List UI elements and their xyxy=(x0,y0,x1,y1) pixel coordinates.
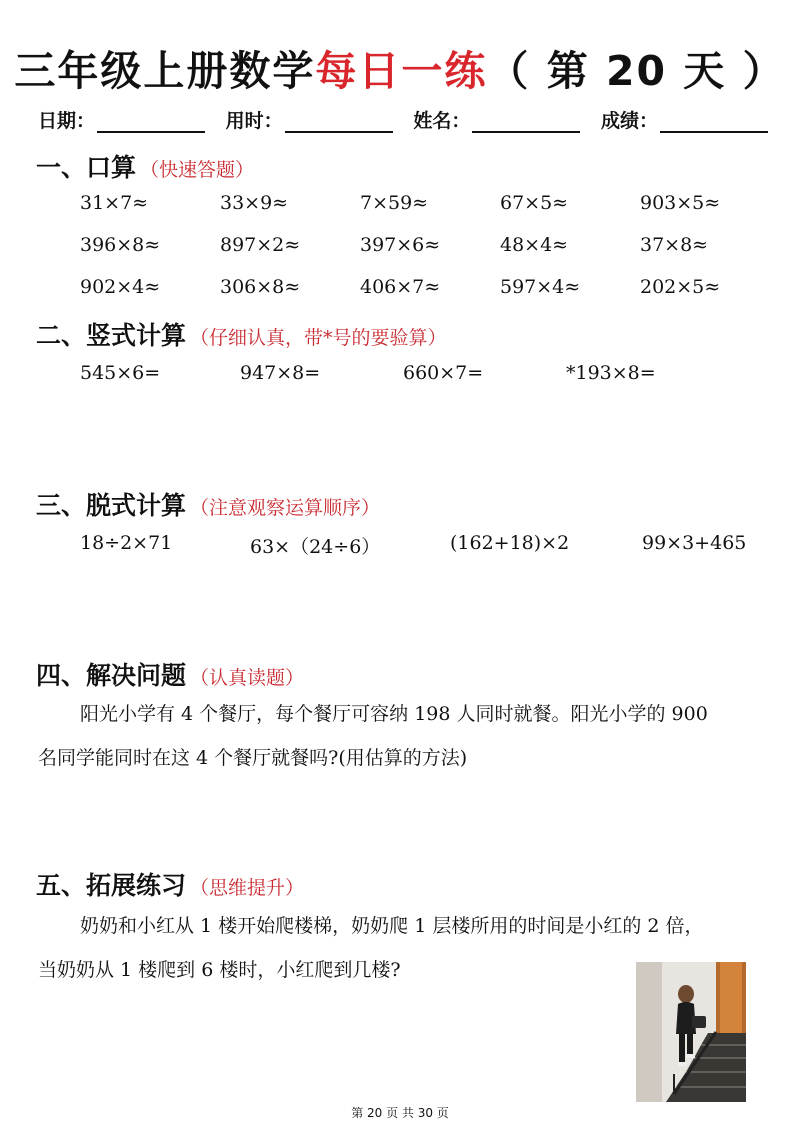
problem-item: 37×8≈ xyxy=(640,234,709,256)
problem-item: 897×2≈ xyxy=(220,234,301,256)
problem-item: *193×8= xyxy=(566,362,656,384)
problem-item: 397×6≈ xyxy=(360,234,441,256)
section-5-heading: 五、拓展练习 （思维提升） xyxy=(36,871,305,900)
problem-item: (162+18)×2 xyxy=(450,532,570,554)
section-1-heading: 一、口算 （快速答题） xyxy=(36,153,255,182)
page-title xyxy=(0,38,800,97)
section-3-heading: 三、脱式计算 （注意观察运算顺序） xyxy=(36,491,381,520)
problem-item: 202×5≈ xyxy=(640,276,721,298)
title-day: （ 第 20 天 ） xyxy=(487,47,786,95)
word-problem-text: 阳光小学有 4 个餐厅，每个餐厅可容纳 198 人同时就餐。阳光小学的 900 名同学能同时在这 4 个餐厅就餐吗?(用估算的方法) xyxy=(38,703,708,769)
problem-item: 903×5≈ xyxy=(640,192,721,214)
problem-item: 597×4≈ xyxy=(500,276,581,298)
time-used-field[interactable]: 用时： xyxy=(226,106,393,133)
page-footer: 第 20 页 共 30 页 xyxy=(351,1106,449,1120)
problem-item: 947×8= xyxy=(240,362,321,384)
mental-math-grid xyxy=(80,192,780,298)
section-4-heading: 四、解决问题 （认真读题） xyxy=(36,661,305,690)
problem-item: 63×（24÷6） xyxy=(250,536,381,558)
problem-item: 99×3+465 xyxy=(642,532,747,554)
score-field[interactable]: 成绩： xyxy=(601,106,768,133)
extension-problem-text: 奶奶和小红从 1 楼开始爬楼梯，奶奶爬 1 层楼所用的时间是小红的 2 倍， 当奶奶从 1 楼爬到 6 楼时，小红爬到几楼? xyxy=(38,915,704,981)
title-highlight: 每日一练 xyxy=(315,47,488,95)
problem-item: 7×59≈ xyxy=(360,192,429,214)
problem-item: 33×9≈ xyxy=(220,192,289,214)
problem-item: 396×8≈ xyxy=(80,234,161,256)
problem-item: 18÷2×71 xyxy=(80,532,173,554)
name-field[interactable]: 姓名： xyxy=(413,106,580,133)
problem-item: 902×4≈ xyxy=(80,276,161,298)
problem-item: 660×7= xyxy=(403,362,484,384)
problem-item: 67×5≈ xyxy=(500,192,569,214)
problem-item: 31×7≈ xyxy=(80,192,149,214)
problem-item: 545×6= xyxy=(80,362,161,384)
problem-item: 406×7≈ xyxy=(360,276,441,298)
section-2-heading: 二、竖式计算 （仔细认真，带*号的要验算） xyxy=(36,321,447,350)
date-field[interactable]: 日期： xyxy=(38,106,205,133)
info-row xyxy=(38,106,768,133)
problem-item: 306×8≈ xyxy=(220,276,301,298)
title-main: 三年级上册数学 xyxy=(14,47,316,95)
problem-item: 48×4≈ xyxy=(500,234,569,256)
stairs-photo xyxy=(636,962,746,1102)
